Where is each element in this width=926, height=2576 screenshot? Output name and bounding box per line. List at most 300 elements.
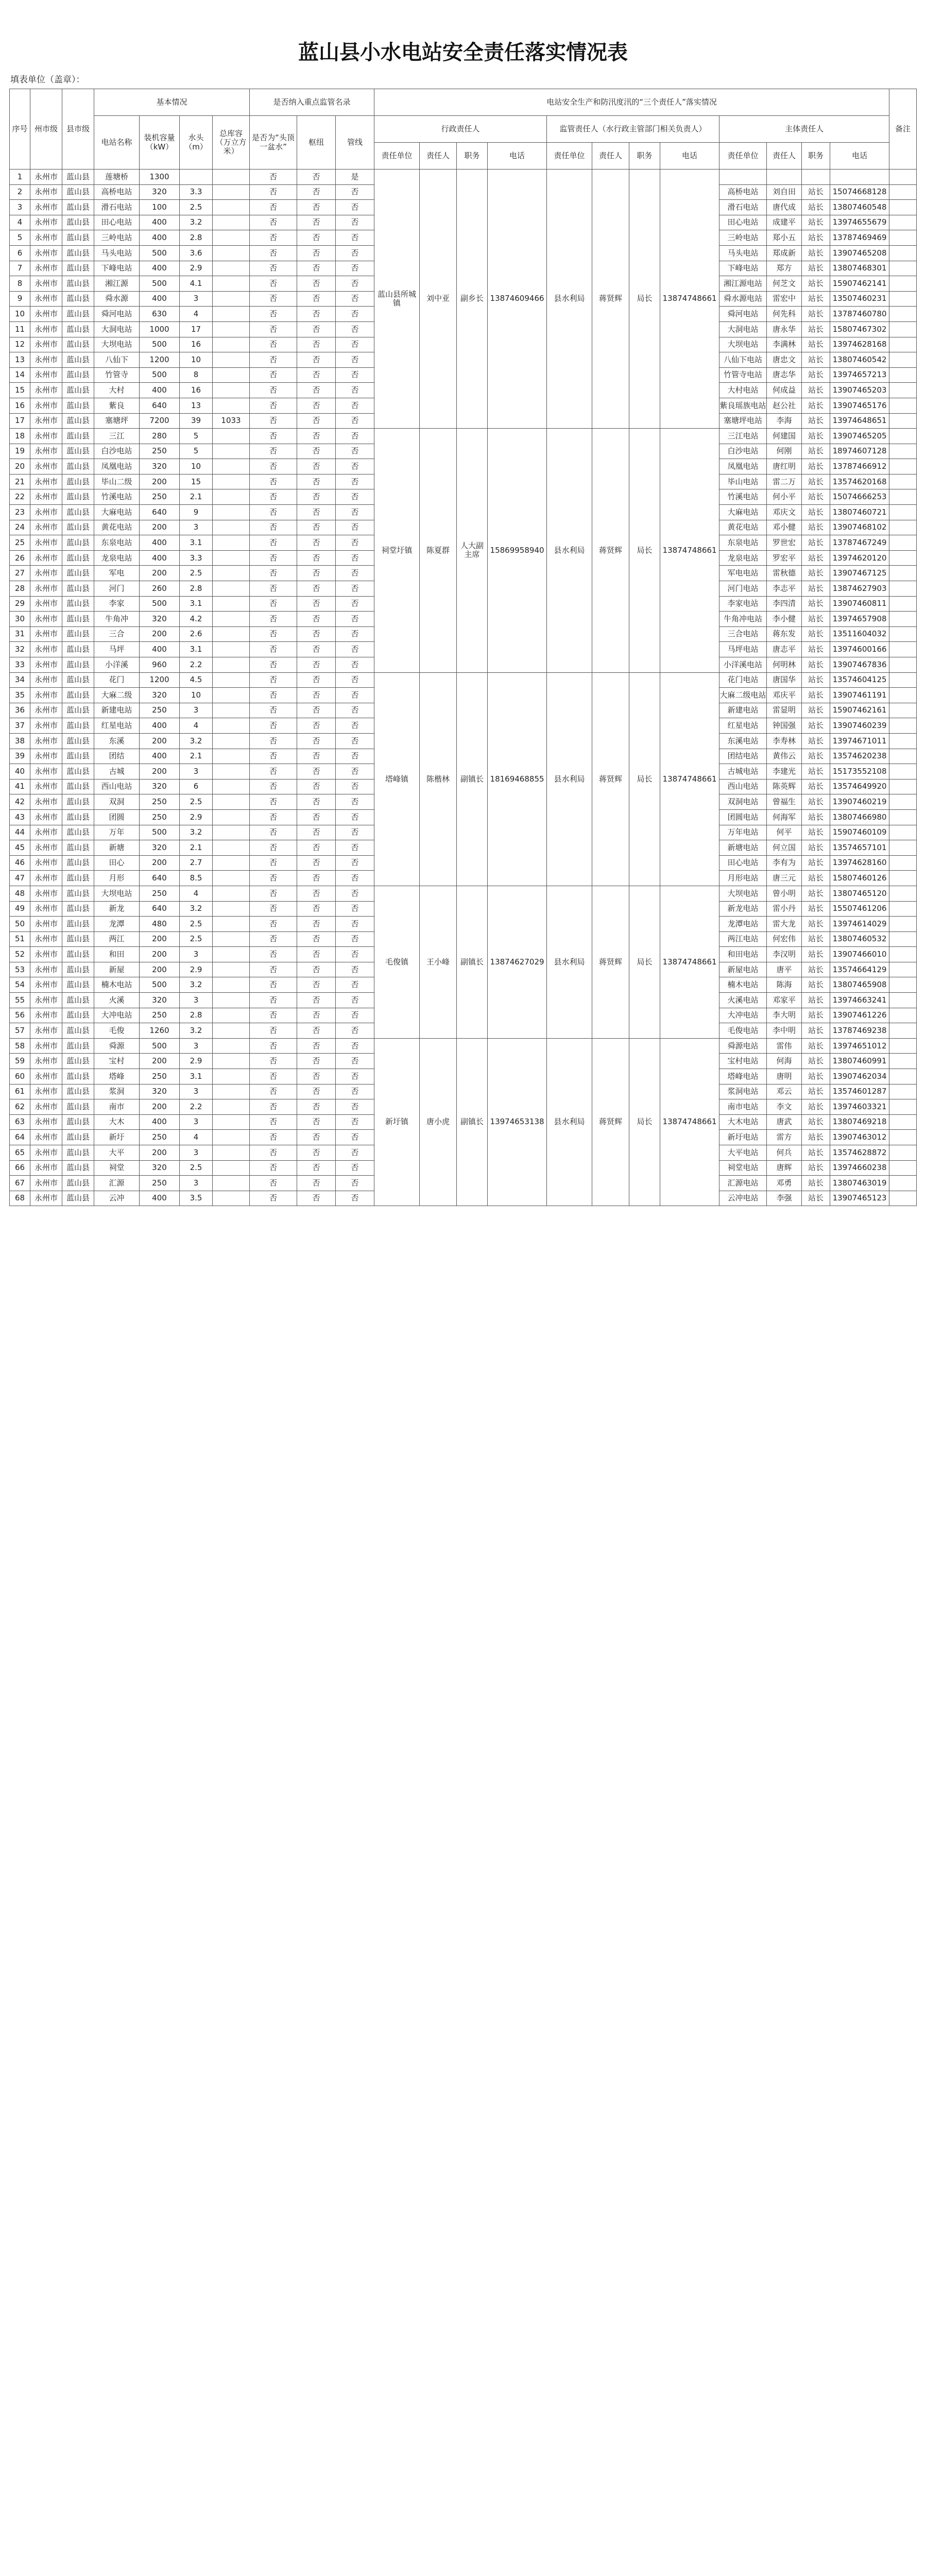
hub-flag-cell: 否: [297, 612, 336, 627]
principal-phone-cell: 13807460542: [830, 352, 889, 368]
principal-unit-cell: 军电电站: [719, 566, 767, 581]
principal-unit-cell: 三江电站: [719, 429, 767, 444]
city-cell: 永州市: [30, 657, 62, 673]
principal-unit-cell: 竹溪电站: [719, 489, 767, 505]
city-cell: 永州市: [30, 1176, 62, 1191]
seq-cell: 68: [10, 1191, 30, 1206]
capacity-cell: 960: [140, 657, 180, 673]
admin-duty-cell: 人大副主席: [457, 429, 488, 673]
remark-cell: [889, 1069, 917, 1084]
principal-person-cell: 何刚: [767, 444, 802, 459]
remark-cell: [889, 1160, 917, 1176]
station-name-cell: 龙潭: [94, 917, 140, 932]
hub-flag-cell: 否: [297, 520, 336, 535]
capacity-cell: 500: [140, 367, 180, 383]
county-cell: 蓝山县: [62, 901, 94, 917]
header-supervise-duty: 职务: [629, 143, 660, 170]
pipe-flag-cell: 否: [336, 947, 374, 962]
dam-flag-cell: 否: [250, 855, 297, 871]
head-cell: 3: [180, 764, 213, 779]
dam-flag-cell: 否: [250, 718, 297, 734]
county-cell: 蓝山县: [62, 1176, 94, 1191]
storage-cell: [213, 962, 250, 977]
city-cell: 永州市: [30, 703, 62, 718]
principal-unit-cell: 滑石电站: [719, 200, 767, 215]
county-cell: 蓝山县: [62, 261, 94, 276]
principal-unit-cell: 塞塘坪电站: [719, 413, 767, 429]
principal-duty-cell: 站长: [802, 550, 830, 566]
hub-flag-cell: 否: [297, 200, 336, 215]
county-cell: 蓝山县: [62, 383, 94, 398]
capacity-cell: 320: [140, 688, 180, 703]
pipe-flag-cell: 否: [336, 474, 374, 489]
capacity-cell: 400: [140, 230, 180, 246]
header-capacity: 装机容量（kW）: [140, 116, 180, 170]
pipe-flag-cell: 否: [336, 184, 374, 200]
city-cell: 永州市: [30, 931, 62, 947]
principal-duty-cell: 站长: [802, 1130, 830, 1145]
capacity-cell: 200: [140, 931, 180, 947]
dam-flag-cell: 否: [250, 1084, 297, 1099]
principal-person-cell: 李大明: [767, 1008, 802, 1023]
station-name-cell: 大洞电站: [94, 321, 140, 337]
remark-cell: [889, 459, 917, 474]
storage-cell: [213, 931, 250, 947]
station-name-cell: 新圩: [94, 1130, 140, 1145]
county-cell: 蓝山县: [62, 962, 94, 977]
pipe-flag-cell: 否: [336, 794, 374, 810]
city-cell: 永州市: [30, 535, 62, 551]
storage-cell: 1033: [213, 413, 250, 429]
principal-unit-cell: 舜源电站: [719, 1038, 767, 1054]
hub-flag-cell: 否: [297, 398, 336, 413]
principal-unit-cell: 大坝电站: [719, 337, 767, 352]
principal-phone-cell: 13574620238: [830, 749, 889, 764]
principal-phone-cell: 13974648651: [830, 413, 889, 429]
principal-person-cell: 李有为: [767, 855, 802, 871]
principal-duty-cell: 站长: [802, 794, 830, 810]
station-name-cell: 大村: [94, 383, 140, 398]
principal-duty-cell: 站长: [802, 1191, 830, 1206]
hub-flag-cell: 否: [297, 977, 336, 993]
dam-flag-cell: 否: [250, 520, 297, 535]
county-cell: 蓝山县: [62, 688, 94, 703]
city-cell: 永州市: [30, 367, 62, 383]
principal-person-cell: 李强: [767, 1191, 802, 1206]
header-dam-safety: 是否纳入重点监管名录: [250, 89, 374, 116]
county-cell: 蓝山县: [62, 657, 94, 673]
principal-duty-cell: 站长: [802, 383, 830, 398]
principal-unit-cell: 团结电站: [719, 749, 767, 764]
principal-phone-cell: 13807466980: [830, 809, 889, 825]
station-name-cell: 黄花电站: [94, 520, 140, 535]
storage-cell: [213, 367, 250, 383]
city-cell: 永州市: [30, 230, 62, 246]
remark-cell: [889, 245, 917, 261]
principal-duty-cell: 站长: [802, 444, 830, 459]
principal-unit-cell: 月形电站: [719, 871, 767, 886]
principal-phone-cell: 13974614029: [830, 917, 889, 932]
station-name-cell: 竹管寺: [94, 367, 140, 383]
remark-cell: [889, 276, 917, 292]
principal-person-cell: 雷显明: [767, 703, 802, 718]
storage-cell: [213, 184, 250, 200]
city-cell: 永州市: [30, 321, 62, 337]
pipe-flag-cell: 否: [336, 398, 374, 413]
storage-cell: [213, 809, 250, 825]
principal-person-cell: 唐平: [767, 962, 802, 977]
capacity-cell: 400: [140, 215, 180, 230]
pipe-flag-cell: 否: [336, 261, 374, 276]
seq-cell: 59: [10, 1054, 30, 1069]
seq-cell: 29: [10, 596, 30, 612]
principal-duty-cell: 站长: [802, 1069, 830, 1084]
dam-flag-cell: 否: [250, 535, 297, 551]
head-cell: 3: [180, 1038, 213, 1054]
storage-cell: [213, 276, 250, 292]
county-cell: 蓝山县: [62, 505, 94, 520]
principal-person-cell: 雷宏中: [767, 291, 802, 307]
seq-cell: 47: [10, 871, 30, 886]
supervise-person-cell: 蒋贤辉: [592, 886, 629, 1038]
principal-unit-cell: 黄花电站: [719, 520, 767, 535]
principal-phone-cell: 13974657908: [830, 612, 889, 627]
supervise-duty-cell: 局长: [629, 886, 660, 1038]
storage-cell: [213, 170, 250, 185]
pipe-flag-cell: 否: [336, 1099, 374, 1115]
pipe-flag-cell: 否: [336, 321, 374, 337]
hub-flag-cell: 否: [297, 931, 336, 947]
pipe-flag-cell: 否: [336, 1114, 374, 1130]
head-cell: 3.2: [180, 825, 213, 840]
principal-duty-cell: 站长: [802, 855, 830, 871]
head-cell: 3.2: [180, 977, 213, 993]
capacity-cell: 200: [140, 1054, 180, 1069]
principal-unit-cell: 舜水源电站: [719, 291, 767, 307]
principal-phone-cell: 13907463012: [830, 1130, 889, 1145]
head-cell: 2.2: [180, 1099, 213, 1115]
principal-person-cell: 蒋东发: [767, 626, 802, 642]
hub-flag-cell: 否: [297, 688, 336, 703]
principal-unit-cell: 和田电站: [719, 947, 767, 962]
storage-cell: [213, 245, 250, 261]
principal-duty-cell: [802, 170, 830, 185]
principal-unit-cell: 新屋电站: [719, 962, 767, 977]
city-cell: 永州市: [30, 977, 62, 993]
dam-flag-cell: 否: [250, 474, 297, 489]
principal-duty-cell: 站长: [802, 672, 830, 688]
principal-unit-cell: 牛角冲电站: [719, 612, 767, 627]
county-cell: 蓝山县: [62, 429, 94, 444]
head-cell: 3.3: [180, 550, 213, 566]
principal-duty-cell: 站长: [802, 352, 830, 368]
pipe-flag-cell: 否: [336, 459, 374, 474]
city-cell: 永州市: [30, 520, 62, 535]
principal-person-cell: 陈英辉: [767, 779, 802, 794]
hub-flag-cell: 否: [297, 917, 336, 932]
city-cell: 永州市: [30, 337, 62, 352]
dam-flag-cell: 否: [250, 413, 297, 429]
head-cell: 10: [180, 459, 213, 474]
station-name-cell: 白沙电站: [94, 444, 140, 459]
capacity-cell: 200: [140, 733, 180, 749]
principal-duty-cell: 站长: [802, 581, 830, 597]
seq-cell: 61: [10, 1084, 30, 1099]
principal-person-cell: 雷秋德: [767, 566, 802, 581]
capacity-cell: 320: [140, 1084, 180, 1099]
principal-person-cell: 何建国: [767, 429, 802, 444]
dam-flag-cell: 否: [250, 962, 297, 977]
seq-cell: 21: [10, 474, 30, 489]
city-cell: 永州市: [30, 733, 62, 749]
seq-cell: 39: [10, 749, 30, 764]
principal-person-cell: 何兵: [767, 1145, 802, 1161]
pipe-flag-cell: 否: [336, 931, 374, 947]
county-cell: 蓝山县: [62, 276, 94, 292]
capacity-cell: 250: [140, 444, 180, 459]
principal-person-cell: 何宏伟: [767, 931, 802, 947]
dam-flag-cell: 否: [250, 749, 297, 764]
capacity-cell: 640: [140, 505, 180, 520]
principal-phone-cell: 13787469238: [830, 1023, 889, 1039]
city-cell: 永州市: [30, 642, 62, 657]
hub-flag-cell: 否: [297, 1130, 336, 1145]
hub-flag-cell: 否: [297, 703, 336, 718]
seq-cell: 66: [10, 1160, 30, 1176]
hub-flag-cell: 否: [297, 1160, 336, 1176]
header-responsible: 电站安全生产和防汛度汛的“三个责任人”落实情况: [374, 89, 889, 116]
principal-unit-cell: 高桥电站: [719, 184, 767, 200]
city-cell: 永州市: [30, 1084, 62, 1099]
county-cell: 蓝山县: [62, 398, 94, 413]
capacity-cell: 250: [140, 794, 180, 810]
storage-cell: [213, 947, 250, 962]
header-storage: 总库容（万立方米）: [213, 116, 250, 170]
capacity-cell: 500: [140, 276, 180, 292]
table-row: [10, 1038, 917, 1054]
dam-flag-cell: 否: [250, 429, 297, 444]
header-hub: 枢纽: [297, 116, 336, 170]
head-cell: 4.5: [180, 672, 213, 688]
pipe-flag-cell: 否: [336, 657, 374, 673]
pipe-flag-cell: 否: [336, 215, 374, 230]
station-name-cell: 凤凰电站: [94, 459, 140, 474]
county-cell: 蓝山县: [62, 779, 94, 794]
head-cell: 9: [180, 505, 213, 520]
principal-unit-cell: 东溪电站: [719, 733, 767, 749]
seq-cell: 28: [10, 581, 30, 597]
station-name-cell: 下峰电站: [94, 261, 140, 276]
principal-duty-cell: 站长: [802, 703, 830, 718]
head-cell: 4: [180, 718, 213, 734]
head-cell: 10: [180, 688, 213, 703]
seq-cell: 35: [10, 688, 30, 703]
principal-unit-cell: 小洋溪电站: [719, 657, 767, 673]
station-name-cell: 军电: [94, 566, 140, 581]
supervise-duty-cell: 局长: [629, 672, 660, 886]
principal-phone-cell: 13907468102: [830, 520, 889, 535]
principal-unit-cell: 新龙电站: [719, 901, 767, 917]
hub-flag-cell: 否: [297, 230, 336, 246]
dam-flag-cell: 否: [250, 733, 297, 749]
principal-person-cell: 曾小明: [767, 886, 802, 901]
principal-phone-cell: 13974628160: [830, 855, 889, 871]
pipe-flag-cell: 是: [336, 170, 374, 185]
principal-duty-cell: 站长: [802, 840, 830, 856]
dam-flag-cell: 否: [250, 1176, 297, 1191]
hub-flag-cell: 否: [297, 825, 336, 840]
capacity-cell: 1260: [140, 1023, 180, 1039]
city-cell: 永州市: [30, 962, 62, 977]
principal-unit-cell: 新建电站: [719, 703, 767, 718]
head-cell: 2.5: [180, 1160, 213, 1176]
station-name-cell: 毕山二级: [94, 474, 140, 489]
principal-person-cell: 李中明: [767, 1023, 802, 1039]
capacity-cell: 500: [140, 977, 180, 993]
dam-flag-cell: 否: [250, 291, 297, 307]
city-cell: 永州市: [30, 398, 62, 413]
head-cell: 17: [180, 321, 213, 337]
remark-cell: [889, 337, 917, 352]
head-cell: 4.1: [180, 276, 213, 292]
pipe-flag-cell: 否: [336, 809, 374, 825]
seq-cell: 23: [10, 505, 30, 520]
county-cell: 蓝山县: [62, 444, 94, 459]
principal-unit-cell: 大木电站: [719, 1114, 767, 1130]
station-name-cell: 南市: [94, 1099, 140, 1115]
storage-cell: [213, 291, 250, 307]
principal-unit-cell: 大麻二级电站: [719, 688, 767, 703]
station-name-cell: 宝村: [94, 1054, 140, 1069]
capacity-cell: 400: [140, 1114, 180, 1130]
hub-flag-cell: 否: [297, 749, 336, 764]
principal-unit-cell: 两江电站: [719, 931, 767, 947]
principal-person-cell: 唐辉: [767, 1160, 802, 1176]
principal-duty-cell: 站长: [802, 413, 830, 429]
hub-flag-cell: 否: [297, 855, 336, 871]
station-name-cell: 团圆: [94, 809, 140, 825]
pipe-flag-cell: 否: [336, 977, 374, 993]
principal-person-cell: 李海: [767, 413, 802, 429]
admin-duty-cell: 副镇长: [457, 886, 488, 1038]
storage-cell: [213, 840, 250, 856]
hub-flag-cell: 否: [297, 794, 336, 810]
seq-cell: 6: [10, 245, 30, 261]
city-cell: 永州市: [30, 261, 62, 276]
remark-cell: [889, 1191, 917, 1206]
station-name-cell: 田心电站: [94, 215, 140, 230]
pipe-flag-cell: 否: [336, 886, 374, 901]
seq-cell: 52: [10, 947, 30, 962]
principal-unit-cell: 河门电站: [719, 581, 767, 597]
principal-phone-cell: 13907467125: [830, 566, 889, 581]
remark-cell: [889, 535, 917, 551]
city-cell: 永州市: [30, 688, 62, 703]
seq-cell: 14: [10, 367, 30, 383]
dam-flag-cell: 否: [250, 581, 297, 597]
capacity-cell: 200: [140, 474, 180, 489]
seq-cell: 46: [10, 855, 30, 871]
principal-phone-cell: 13907462034: [830, 1069, 889, 1084]
city-cell: 永州市: [30, 474, 62, 489]
principal-phone-cell: 13907460239: [830, 718, 889, 734]
head-cell: 2.9: [180, 962, 213, 977]
principal-person-cell: 李建光: [767, 764, 802, 779]
pipe-flag-cell: 否: [336, 367, 374, 383]
header-supervise-unit: 责任单位: [547, 143, 592, 170]
city-cell: 永州市: [30, 779, 62, 794]
principal-phone-cell: 15907462141: [830, 276, 889, 292]
head-cell: 13: [180, 398, 213, 413]
principal-duty-cell: 站长: [802, 1176, 830, 1191]
remark-cell: [889, 886, 917, 901]
city-cell: 永州市: [30, 429, 62, 444]
principal-person-cell: 雷二万: [767, 474, 802, 489]
capacity-cell: 250: [140, 1008, 180, 1023]
remark-cell: [889, 489, 917, 505]
principal-unit-cell: 汇源电站: [719, 1176, 767, 1191]
head-cell: 2.7: [180, 855, 213, 871]
dam-flag-cell: 否: [250, 215, 297, 230]
storage-cell: [213, 855, 250, 871]
station-name-cell: 祠堂: [94, 1160, 140, 1176]
seq-cell: 13: [10, 352, 30, 368]
capacity-cell: 250: [140, 1069, 180, 1084]
header-admin-person: 责任人: [420, 143, 457, 170]
principal-duty-cell: 站长: [802, 688, 830, 703]
pipe-flag-cell: 否: [336, 535, 374, 551]
principal-phone-cell: 13874627903: [830, 581, 889, 597]
remark-cell: [889, 1023, 917, 1039]
capacity-cell: 400: [140, 550, 180, 566]
principal-phone-cell: 13974628168: [830, 337, 889, 352]
principal-unit-cell: 楠木电站: [719, 977, 767, 993]
principal-phone-cell: 13974620120: [830, 550, 889, 566]
principal-duty-cell: 站长: [802, 764, 830, 779]
hub-flag-cell: 否: [297, 367, 336, 383]
county-cell: 蓝山县: [62, 626, 94, 642]
supervise-duty-cell: 局长: [629, 429, 660, 673]
storage-cell: [213, 307, 250, 322]
head-cell: 2.6: [180, 626, 213, 642]
head-cell: 2.5: [180, 917, 213, 932]
capacity-cell: 400: [140, 1191, 180, 1206]
capacity-cell: 250: [140, 809, 180, 825]
storage-cell: [213, 749, 250, 764]
principal-person-cell: 邓勇: [767, 1176, 802, 1191]
hub-flag-cell: 否: [297, 474, 336, 489]
storage-cell: [213, 1008, 250, 1023]
hub-flag-cell: 否: [297, 1069, 336, 1084]
principal-duty-cell: 站长: [802, 321, 830, 337]
storage-cell: [213, 871, 250, 886]
header-principal-unit: 责任单位: [719, 143, 767, 170]
seq-cell: 64: [10, 1130, 30, 1145]
principal-person-cell: 何小平: [767, 489, 802, 505]
head-cell: 16: [180, 337, 213, 352]
head-cell: 3: [180, 291, 213, 307]
capacity-cell: 320: [140, 993, 180, 1008]
principal-unit-cell: 双洞电站: [719, 794, 767, 810]
admin-phone-cell: 18169468855: [488, 672, 547, 886]
storage-cell: [213, 1099, 250, 1115]
principal-phone-cell: 13907465205: [830, 429, 889, 444]
remark-cell: [889, 840, 917, 856]
county-cell: 蓝山县: [62, 931, 94, 947]
station-name-cell: 八仙下: [94, 352, 140, 368]
principal-phone-cell: 13574601287: [830, 1084, 889, 1099]
principal-phone-cell: 15907460109: [830, 825, 889, 840]
